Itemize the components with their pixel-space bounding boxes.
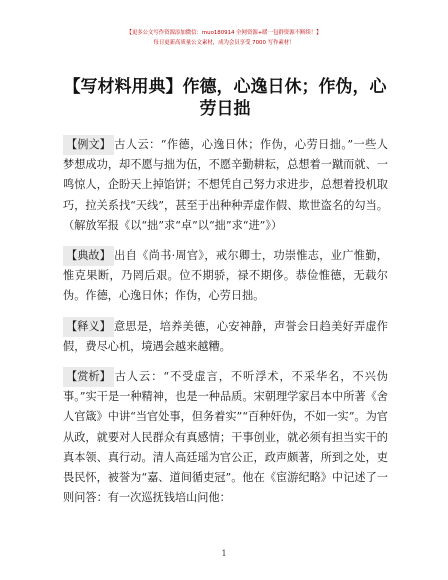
section-tag: 【赏析】 [63, 367, 114, 387]
document-title: 【写材料用典】作德，心逸日休；作伪，心劳日拙 [63, 77, 387, 119]
paragraph-text: 古人云：“作德，心逸日休；作伪，心劳日拙。”一些人梦想成功，却不愿与拙为伍，不愿辛勤耕耘，总想着一蹴而就、一鸣惊人，企盼天上掉馅饼；不想凭自己努力求进步，总想着投机取巧，拉关系找“天线”，甚至于出种种弄虚作假、欺世盗名的勾当。（解放军报《以“拙”求“卓”以“拙”求“进”》） [63, 138, 388, 232]
section-tag: 【典故】 [63, 246, 114, 266]
header-banner-line2: 每日更新高质量公文素材，成为会员享受 7000 写作素材！ [153, 40, 295, 46]
paragraph-text: 意思是，培养美德，心安神静，声誉会日趋美好弄虚作假，费尽心机，境遇会越来越糟。 [63, 319, 388, 353]
paragraph-appreciation [63, 367, 388, 508]
paragraph-meaning [63, 317, 388, 357]
section-tag: 【释义】 [63, 317, 114, 337]
page-number: 1 [221, 549, 227, 558]
paragraph-example [63, 135, 388, 236]
paragraph-origin [63, 246, 388, 307]
header-banner-line1: 【更多公文写作资源添加微信：muo180914 全网资源+暖一包群资源不断续！】 [126, 30, 322, 36]
document-body [63, 135, 388, 518]
paragraph-text: 古人云：“不受虚言，不听浮术，不采华名，不兴伪事。”实干是一种精神，也是一种品质。宋朝理学家吕本中所著《舍人官箴》中讲“当官处事，但务着实”“百种奸伪，不如一实”。为官从政，就要对人民群众有真感情；干事创业，就必须有担当实干的真本领、真行动。清人高廷瑶为官公正，政声颇著，所到之处，吏畏民怀，被誉为“嘉、道间循吏冠”。他在《宦游纪略》中记述了一则问答：有一次巡抚钱培山问他： [63, 370, 388, 505]
paragraph-text: 出自《尚书·周官》，戒尔卿士，功崇惟志，业广惟勤，惟克果断，乃罔后艰。位不期骄，禄不期侈。恭俭惟德，无载尔伪。作德，心逸日休；作伪，心劳日拙。 [63, 249, 388, 303]
section-tag: 【例文】 [63, 135, 114, 155]
